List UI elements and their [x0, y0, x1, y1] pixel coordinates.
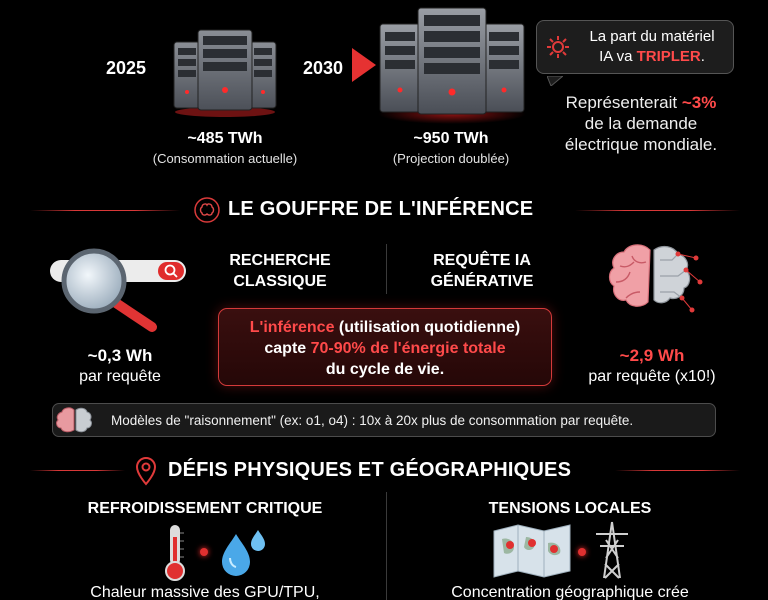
cooling-title: REFROIDISSEMENT CRITIQUE: [87, 500, 323, 517]
tensions-title: TENSIONS LOCALES: [488, 500, 652, 517]
classic-unit: par requête: [79, 368, 161, 385]
callout-highlight-2: 70-90% de l'énergie totale: [310, 340, 506, 357]
classic-value: ~0,3 Wh: [87, 346, 153, 365]
projection-value: ~950 TWh: [413, 130, 489, 147]
callout-highlight-1: L'inférence: [249, 319, 335, 336]
column2-divider: [386, 492, 387, 600]
physical-section-title: DÉFIS PHYSIQUES ET GÉOGRAPHIQUES: [168, 459, 572, 481]
tip-highlight: TRIPLER: [636, 48, 701, 65]
power-pylon-icon: [592, 520, 632, 587]
reasoning-note-text: Modèles de "raisonnement" (ex: o1, o4) : 10x à 20x plus de consommation par requête.: [111, 413, 634, 428]
inference-callout: L'inférence (utilisation quotidienne) capte 70-90% de l'énergie totale du cycle de vie.: [218, 308, 552, 386]
red-dot-2: [578, 548, 586, 556]
section2-divider-right: [615, 470, 740, 471]
server-rack-large-icon: [378, 6, 526, 129]
section2-divider-left: [30, 470, 125, 471]
year-2025: 2025: [106, 58, 147, 78]
section-divider-right: [575, 210, 740, 211]
thermometer-icon: [160, 523, 190, 588]
projection-caption: (Projection doublée): [392, 151, 510, 166]
global-share-text: Représenterait ~3% de la demande électrique mondiale.: [564, 93, 718, 154]
tip-line1: La part du matériel: [589, 28, 715, 45]
server-rack-icon: [172, 26, 278, 123]
column-divider: [386, 244, 387, 294]
share-highlight: ~3%: [681, 93, 717, 112]
gear-icon: [545, 34, 571, 65]
tensions-text: Concentration géographique crée: [451, 584, 689, 600]
classic-title: RECHERCHE CLASSIQUE: [229, 252, 331, 290]
brain-icon: [194, 197, 220, 228]
world-map-icon: [492, 523, 572, 584]
water-drop-icon: [216, 528, 270, 583]
section-divider-left: [30, 210, 180, 211]
current-consumption-caption: (Consommation actuelle): [152, 151, 298, 166]
brain-mini-icon: [55, 404, 95, 443]
genai-value: ~2,9 Wh: [619, 346, 685, 365]
red-dot: [200, 548, 208, 556]
hardware-triple-tip: [536, 20, 734, 74]
tip-pointer: [547, 73, 563, 91]
arrow-right-icon: [352, 48, 376, 87]
genai-unit: par requête (x10!): [588, 368, 716, 385]
cooling-text: Chaleur massive des GPU/TPU,: [90, 584, 320, 600]
reasoning-note-box: [52, 403, 716, 437]
inference-section-title: LE GOUFFRE DE L'INFÉRENCE: [228, 198, 534, 220]
genai-title: REQUÊTE IA GÉNÉRATIVE: [430, 252, 534, 290]
tip-line2: IA va TRIPLER.: [599, 48, 705, 65]
location-pin-icon: [134, 456, 158, 491]
magnifier-icon: [44, 245, 188, 342]
current-consumption-value: ~485 TWh: [187, 130, 263, 147]
ai-brain-icon: [600, 236, 708, 337]
year-2030: 2030: [303, 58, 344, 78]
